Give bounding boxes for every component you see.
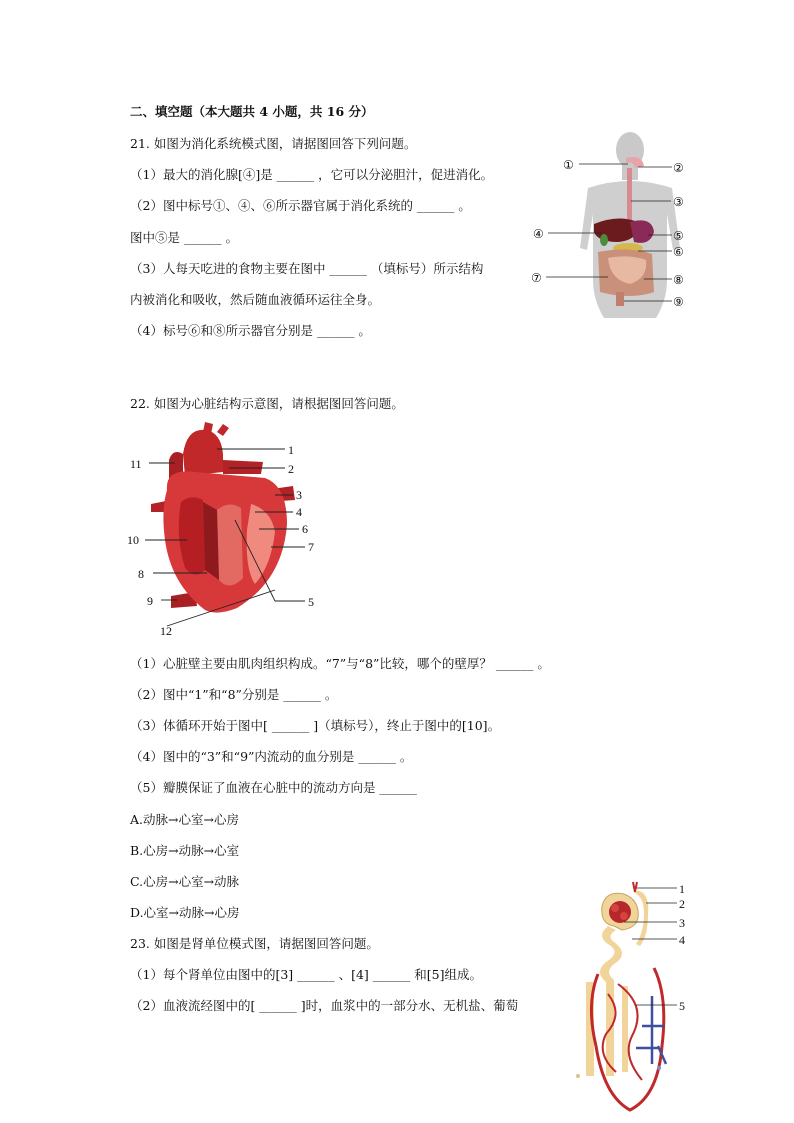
digestive-label-8: ⑧: [673, 273, 684, 287]
gallbladder: [600, 234, 608, 246]
digestive-label-9: ⑨: [673, 295, 684, 309]
digestive-label-6: ⑥: [673, 245, 684, 259]
nephron-figure: [566, 876, 694, 1120]
q21-line-4: （3）人每天吃进的食物主要在图中 ______ （填标号）所示结构: [130, 261, 484, 276]
section-title: 二、填空题（本大题共 4 小题，共 16 分）: [130, 104, 374, 119]
digestive-system-figure: [530, 130, 700, 322]
q22-line-4: （4）图中的“3”和“9”内流动的血分别是 ______ 。: [130, 749, 413, 764]
digestive-label-7: ⑦: [531, 271, 542, 285]
digestive-label-3: ③: [673, 195, 684, 209]
q22-line-5: （5）瓣膜保证了血液在心脏中的流动方向是 ______: [130, 780, 417, 795]
nephron-label-4: 4: [679, 933, 685, 947]
nephron-label-3: 3: [679, 916, 685, 930]
heart-label-4: 4: [296, 505, 302, 519]
heart-label-11: 11: [130, 457, 142, 471]
q23-line-1: （1）每个肾单位由图中的[3] ______ 、[4] ______ 和[5]组成。: [130, 967, 482, 982]
q21-line-3: 图中⑤是 ______ 。: [130, 230, 238, 245]
heart-illustration: [151, 422, 295, 613]
q23-stem: 23. 如图是肾单位模式图，请据图回答问题。: [130, 936, 379, 951]
q22-option-c: C.心房→心室→动脉: [130, 874, 240, 889]
digestive-label-5: ⑤: [673, 229, 684, 243]
heart-label-10: 10: [127, 533, 139, 547]
heart-label-5: 5: [308, 595, 314, 609]
heart-label-2: 2: [288, 462, 294, 476]
q21-line-1: （1）最大的消化腺[④]是 ______ ，它可以分泌胆汁，促进消化。: [130, 167, 494, 182]
heart-label-9: 9: [147, 594, 153, 608]
q21-stem: 21. 如图为消化系统模式图，请据图回答下列问题。: [130, 136, 417, 151]
q21-line-6: （4）标号⑥和⑧所示器官分别是 ______ 。: [130, 323, 371, 338]
q22-line-3: （3）体循环开始于图中[ ______ ]（填标号），终止于图中的[10]。: [130, 718, 501, 733]
heart-label-3: 3: [296, 488, 302, 502]
q23-line-2: （2）血液流经图中的[ ______ ]时，血浆中的一部分水、无机盐、葡萄: [130, 998, 519, 1013]
q22-line-1: （1）心脏壁主要由肌肉组织构成。“7”与“8”比较，哪个的壁厚？ ______ 。: [130, 656, 550, 671]
q22-option-b: B.心房→动脉→心室: [130, 843, 240, 858]
rectum: [616, 292, 624, 306]
q22-option-a: A.动脉→心室→心房: [130, 812, 239, 827]
heart-label-7: 7: [308, 540, 314, 554]
heart-label-12: 12: [160, 624, 172, 638]
nephron-illustration: [576, 882, 666, 1110]
heart-label-8: 8: [138, 567, 144, 581]
heart-figure: [125, 420, 325, 642]
q22-option-d: D.心室→动脉→心房: [130, 905, 240, 920]
heart-label-6: 6: [302, 522, 308, 536]
digestive-label-1: ①: [563, 158, 574, 172]
nephron-label-2: 2: [679, 897, 685, 911]
q22-stem: 22. 如图为心脏结构示意图，请根据图回答问题。: [130, 396, 404, 411]
heart-label-1: 1: [288, 443, 294, 457]
q21-line-5: 内被消化和吸收，然后随血液循环运往全身。: [130, 292, 381, 307]
q21-line-2: （2）图中标号①、④、⑥所示器官属于消化系统的 ______ 。: [130, 198, 471, 213]
digestive-label-4: ④: [533, 227, 544, 241]
nephron-label-5: 5: [679, 999, 685, 1013]
digestive-label-2: ②: [673, 161, 684, 175]
q22-line-2: （2）图中“1”和“8”分别是 ______ 。: [130, 687, 338, 702]
nephron-label-1: 1: [679, 882, 685, 896]
